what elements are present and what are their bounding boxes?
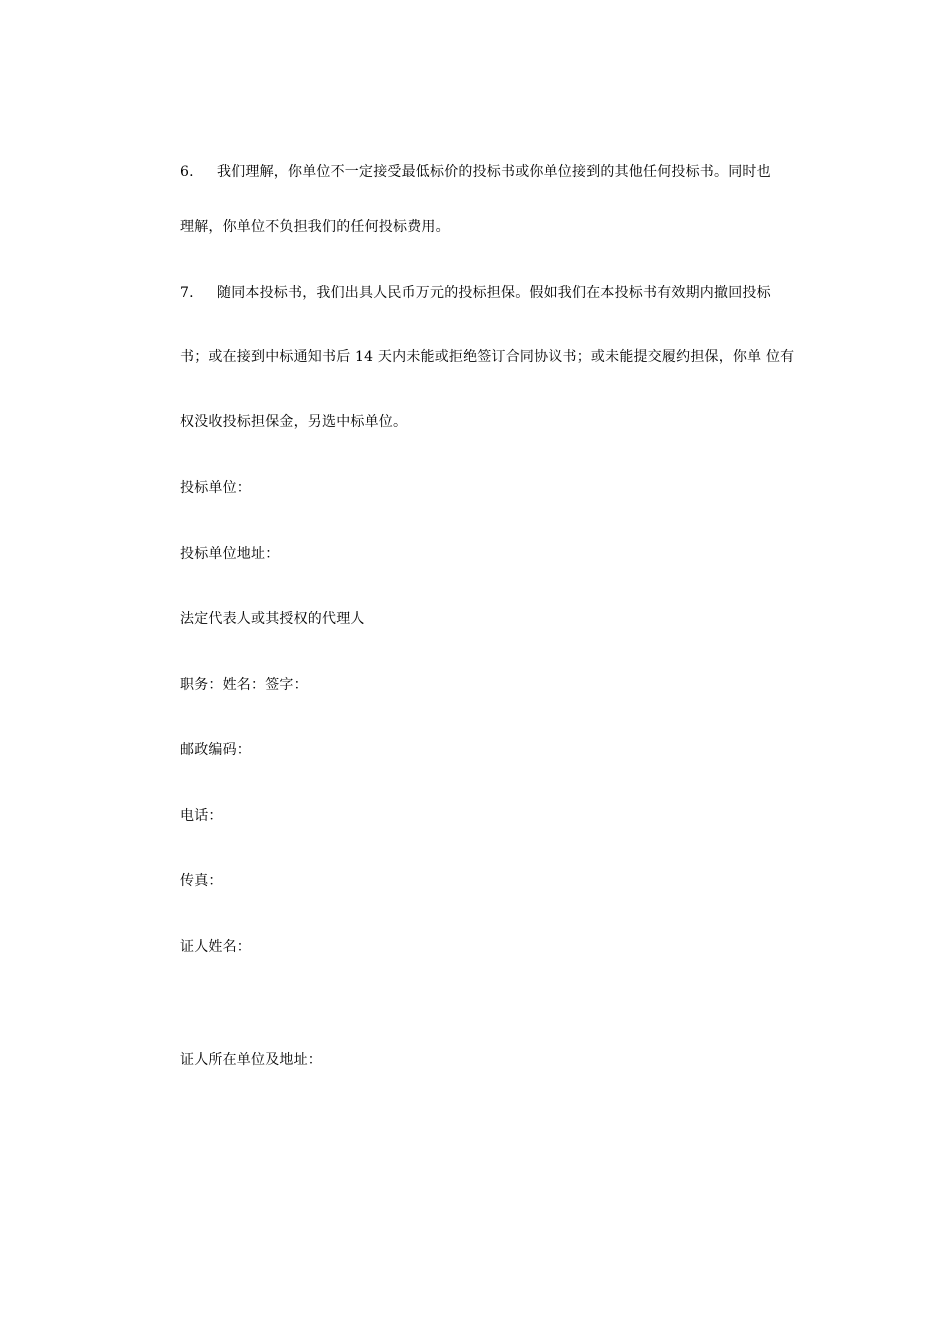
item-6-line-2: 理解，你单位不负担我们的任何投标费用。 (180, 219, 450, 235)
item-7-number: 7. (180, 285, 194, 301)
item-7-line-3: 权没收投标担保金，另选中标单位。 (180, 414, 408, 430)
item-6-number: 6. (180, 164, 194, 180)
bidder-address-label: 投标单位地址： (180, 546, 280, 562)
item-6-line-1 (180, 162, 771, 182)
item-6-text-1: 我们理解，你单位不一定接受最低标价的投标书或你单位接到的其他任何投标书。同时也 (217, 164, 771, 180)
item-7-line-2: 书；或在接到中标通知书后 14 天内未能或拒绝签订合同协议书；或未能提交履约担保，你单 位有 (180, 349, 795, 365)
bidder-label: 投标单位： (180, 480, 251, 496)
phone-label: 电话： (180, 808, 223, 824)
witness-name-label: 证人姓名： (180, 939, 251, 955)
position-name-signature-label: 职务：姓名：签字： (180, 677, 308, 693)
item-7-text-1: 随同本投标书，我们出具人民币万元的投标担保。假如我们在本投标书有效期内撤回投标 (217, 285, 771, 301)
postal-code-label: 邮政编码： (180, 742, 251, 758)
item-7-line-1 (180, 283, 771, 303)
witness-unit-address-label: 证人所在单位及地址： (180, 1052, 322, 1068)
representative-label: 法定代表人或其授权的代理人 (180, 611, 365, 627)
fax-label: 传真： (180, 873, 223, 889)
